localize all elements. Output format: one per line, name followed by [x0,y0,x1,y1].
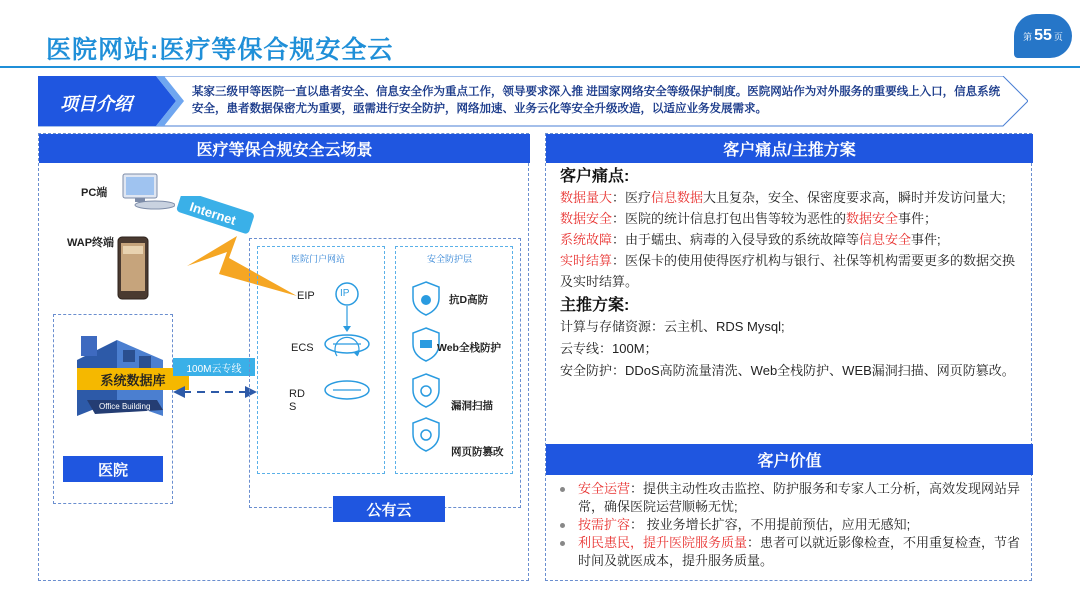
page-number: 55 [1034,27,1052,44]
service-flow-icons [323,282,373,412]
plan-item: 安全防护：DDoS高防流量清洗、Web全栈防护、WEB漏洞扫描、网页防篡改。 [560,363,1015,378]
pain-title: 客户痛点: [560,168,630,185]
value-list [556,480,1024,570]
scene-panel-title: 医疗等保合规安全云场景 [39,134,530,163]
pain-item: 实时结算：医保卡的使用使得医疗机构与银行、社保等机构需要更多的数据交换及实时结算。 [560,253,1016,289]
scene-panel [38,133,529,581]
page-prefix: 第 [1023,31,1033,42]
wap-label: WAP终端 [67,237,115,249]
intro-banner [38,76,1028,127]
solution-panel-title: 客户痛点/主推方案 [546,134,1033,163]
pain-section [560,166,1022,382]
internet-label: Internet [187,199,238,228]
security-item-anti-tamper: 网页防篡改 [451,446,504,458]
security-layer-title: 安全防护层 [427,254,473,264]
phone-icon [117,236,151,300]
security-item-anti-ddos: 抗D高防 [449,294,489,306]
value-item: 按需扩容： 按业务增长扩容，不用提前预估，应用无感知; [556,516,1024,534]
portal-title: 医院门户网站 [291,254,346,264]
line-100m-label: 100M云专线 [173,358,255,376]
building-caption: Office Building [99,402,151,411]
page-title: 医院网站:医疗等保合规安全云 [46,36,394,64]
security-item-web-protection: Web全栈防护 [437,342,501,354]
plan-item: 云专线：100M； [560,341,658,356]
pc-label: PC端 [81,187,108,199]
solution-panel [545,133,1032,581]
service-eip: EIP [297,290,315,302]
page-number-badge [1014,14,1072,58]
pain-item: 系统故障：由于蠕虫、病毒的入侵导致的系统故障等信息安全事件; [560,232,941,247]
service-rds: RD S [289,388,305,413]
system-database-label: 系统数据库 [77,368,189,390]
intro-label: 项目介绍 [60,94,132,114]
security-item-vuln-scan: 漏洞扫描 [451,400,493,412]
pain-item: 数据安全：医院的统计信息打包出售等较为恶性的数据安全事件； [560,211,938,226]
page-suffix: 页 [1053,31,1063,42]
intro-text: 某家三级甲等医院一直以患者安全、信息安全作为重点工作，领导要求深入推 进国家网络安全等级保护制度。医院网站作为对外服务的重要线上入口，信息系统安全，患者数据保密尤为重要，亟需进行安全防护，网络加速、业务云化等安全升级改造，以适应业务发展需求。 [192,86,1001,115]
service-ecs: ECS [291,342,314,354]
bidirectional-arrow-icon [173,384,257,400]
value-item: 安全运营：提供主动性攻击监控、防护服务和专家人工分析，高效发现网站异常，确保医院运营顺畅无忧; [556,480,1024,516]
ip-icon-text: IP [340,288,350,299]
value-title: 客户价值 [546,444,1033,475]
plan-item: 计算与存储资源：云主机、RDS Mysql; [560,319,785,334]
hospital-label: 医院 [63,456,163,482]
public-cloud-label: 公有云 [333,496,445,522]
title-divider [0,66,1080,68]
pain-item: 数据量大：医疗信息数据大且复杂，安全、保密度要求高，瞬时并发访问量大; [560,190,1006,205]
value-item: 利民惠民，提升医院服务质量：患者可以就近影像检查，不用重复检查，节省时间及就医成本，提升服务质量。 [556,534,1024,570]
plan-title: 主推方案: [560,297,630,314]
shield-icons [411,280,441,452]
